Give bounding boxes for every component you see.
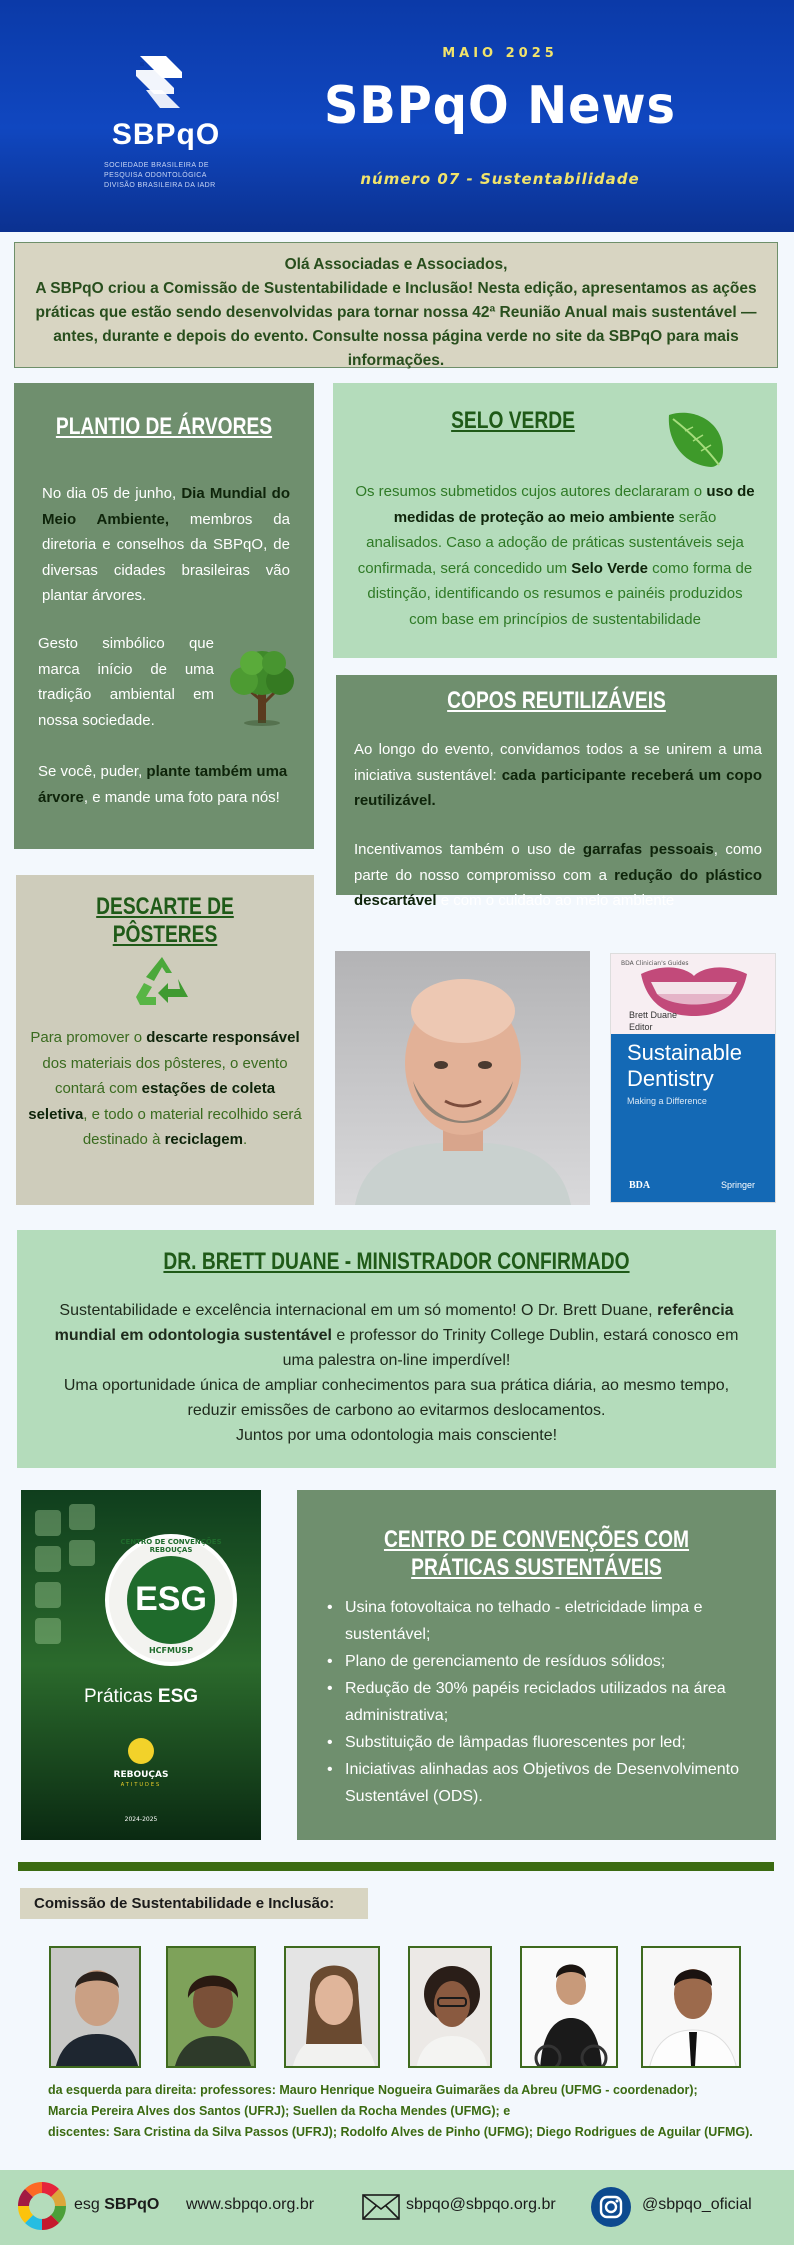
poster-disposal-heading: DESCARTE DE PÔSTERES (96, 893, 234, 948)
leaf-icon (663, 405, 729, 471)
tree-icon (220, 643, 304, 727)
list-item: • Usina fotovoltaica no telhado - eletricidade limpa e sustentável; (315, 1594, 755, 1648)
intro-greeting: Olá Associadas e Associados, (284, 256, 508, 273)
sbpqo-logo (96, 48, 236, 198)
tree-planting-text: No dia 05 de junho, Dia Mundial do Meio Ambiente, membros da diretoria e conselhos da SBPqO, de diversas cidades brasileiras vão plantar árvores. (42, 485, 290, 604)
logo-subtitle-line: DIVISÃO BRASILEIRA DA IADR (104, 182, 216, 189)
convention-center-heading: CENTRO DE CONVENÇÕES COM PRÁTICAS SUSTENTÁVEIS (383, 1526, 690, 1581)
footer-instagram-handle[interactable]: @sbpqo_oficial (642, 2196, 752, 2213)
reboucas-logo-icon (128, 1738, 154, 1764)
book-title-line-2: Dentistry (627, 1066, 714, 1091)
list-item: • Iniciativas alinhadas aos Objetivos de Desenvolvimento Sustentável (ODS). (315, 1756, 755, 1810)
book-author-role: Editor (629, 1022, 653, 1032)
convention-center-panel (297, 1490, 776, 1840)
sustainable-dentistry-book-cover (610, 953, 776, 1203)
commission-label: Comissão de Sustentabilidade e Inclusão: (20, 1888, 368, 1919)
green-seal-heading: SELO VERDE (451, 407, 575, 434)
reboucas-brand-sub: ATITUDES (120, 1782, 162, 1788)
member-portrait (522, 1948, 618, 2068)
member-photo (166, 1946, 256, 2068)
member-portrait (410, 1948, 492, 2068)
hcfmusp-label: HCFMUSP (148, 1646, 194, 1655)
member-portrait (643, 1948, 741, 2068)
esg-practices-cover (21, 1490, 261, 1840)
esg-practices-title: Práticas ESG (83, 1686, 199, 1707)
logo-subtitle-line: SOCIEDADE BRASILEIRA DE (104, 162, 209, 169)
speaker-heading: DR. BRETT DUANE - MINISTRADOR CONFIRMADO (163, 1248, 630, 1275)
newsletter-title: SBPqO News (324, 76, 676, 136)
reusable-cups-heading: COPOS REUTILIZÁVEIS (447, 687, 666, 714)
book-title-line-1: Sustainable (627, 1040, 742, 1065)
issue-date: MAIO 2025 (442, 46, 558, 61)
speaker-text (45, 1298, 748, 1448)
speaker-opportunity: Uma oportunidade única de ampliar conhecimentos para sua prática diária, ao mesmo tempo, reduzir emissões de carbono ao evitarmos deslocamentos. (63, 1377, 730, 1419)
member-portrait (51, 1948, 141, 2068)
book-author: Brett Duane (629, 1010, 678, 1020)
member-photo (284, 1946, 380, 2068)
book-subtitle: Making a Difference (627, 1096, 707, 1106)
poster-disposal-text: Para promover o descarte responsável dos materiais dos pôsteres, o evento contará com estações de coleta seletiva, e todo o material recolhido será destinado à reciclagem. (28, 1029, 302, 1148)
sbpqo-logo-mark-icon (126, 48, 196, 118)
mail-icon (362, 2194, 400, 2220)
tree-planting-panel (14, 383, 314, 849)
list-item: • Substituição de lâmpadas fluorescentes por led; (315, 1729, 755, 1756)
member-photo (520, 1946, 618, 2068)
member-photo (408, 1946, 492, 2068)
convention-center-ring-text: CENTRO DE CONVENÇÕES REBOUÇAS (120, 1538, 222, 1554)
intro-box (14, 242, 778, 368)
footer (0, 2170, 794, 2245)
tree-planting-heading: PLANTIO DE ÁRVORES (55, 413, 273, 440)
section-divider (18, 1862, 774, 1871)
ods-wheel-icon (16, 2180, 68, 2232)
plant-a-tree-call: Se você, puder, plante também uma árvore, e mande uma foto para nós! (38, 763, 288, 806)
intro-body: A SBPqO criou a Comissão de Sustentabilidade e Inclusão! Nesta edição, apresentamos as ações práticas que estão sendo desenvolvidas para tornar nossa 42ª Reunião Anual mais sustentável — antes, durante e depois do evento. Consulte nossa página verde no site da SBPqO para mais informações. (35, 280, 757, 369)
list-item: • Redução de 30% papéis reciclados utilizados na área administrativa; (315, 1675, 755, 1729)
logo-wordmark: SBPqO (111, 118, 221, 151)
speaker-announcement-panel (17, 1230, 776, 1468)
issue-subtitle: número 07 - Sustentabilidade (360, 170, 640, 188)
member-photo (641, 1946, 741, 2068)
logo-subtitle-line: PESQUISA ODONTOLÓGICA (104, 172, 207, 179)
portrait-image (335, 951, 590, 1205)
reusable-cups-panel (336, 675, 777, 909)
reusable-cups-text: Ao longo do evento, convidamos todos a se unirem a uma iniciativa sustentável: cada participante receberá um copo reutilizável. (354, 741, 762, 809)
footer-email-link[interactable]: sbpqo@sbpqo.org.br (406, 2196, 556, 2213)
speaker-closing: Juntos por uma odontologia mais consciente! (235, 1427, 558, 1444)
reboucas-brand: REBOUÇAS (113, 1770, 169, 1780)
member-photo (49, 1946, 141, 2068)
book-series: BDA Clinician's Guides (621, 960, 689, 967)
poster-disposal-panel (16, 875, 314, 1205)
green-seal-panel (333, 383, 777, 658)
brett-duane-photo (335, 951, 590, 1205)
sustainable-practices-list (315, 1594, 755, 1810)
member-portrait (286, 1948, 380, 2068)
tree-planting-gesture-text: Gesto simbólico que marca início de uma tradição ambiental em nossa sociedade. (38, 635, 214, 729)
newsletter-header (0, 0, 794, 232)
list-item: • Plano de gerenciamento de resíduos sólidos; (315, 1648, 755, 1675)
commission-caption: da esquerda para direita: professores: Mauro Henrique Nogueira Guimarães da Abreu (UFMG - coordenador); Marcia Pereira Alves dos Santos (UFRJ); Suellen da Rocha Mendes (UFMG); e discentes: Sara Cristina da Silva Passos (UFRJ); Rodolfo Alves de Pinho (UFMG); Diego Rodrigues de Aguilar (UFMG). (48, 2083, 753, 2139)
esg-year: 2024-2025 (124, 1816, 158, 1823)
personal-bottles-text: Incentivamos também o uso de garrafas pessoais, como parte do nosso compromisso com a redução do plástico descartável e com o cuidado ao meio ambiente (354, 841, 763, 909)
footer-esg-brand: esg SBPqO (74, 2196, 160, 2213)
speaker-intro: Sustentabilidade e excelência internacional em um só momento! O Dr. Brett Duane, referência mundial em odontologia sustentável e professor do Trinity College Dublin, estará conosco em uma palestra on-line imperdível! (54, 1302, 739, 1369)
green-seal-text: Os resumos submetidos cujos autores declararam o uso de medidas de proteção ao meio ambiente serão analisados. Caso a adoção de práticas sustentáveis seja confirmada, será concedido um Selo Verde como forma de distinção, identificando os resumos e painéis produzidos com base em princípios de sustentabilidade (355, 483, 755, 628)
instagram-icon[interactable] (590, 2186, 632, 2228)
springer-logo: Springer (721, 1180, 756, 1190)
member-portrait (168, 1948, 256, 2068)
esg-badge: ESG (135, 1580, 207, 1618)
bda-logo: BDA (629, 1180, 651, 1191)
recycle-icon (132, 953, 192, 1009)
footer-website-link[interactable]: www.sbpqo.org.br (186, 2196, 315, 2213)
